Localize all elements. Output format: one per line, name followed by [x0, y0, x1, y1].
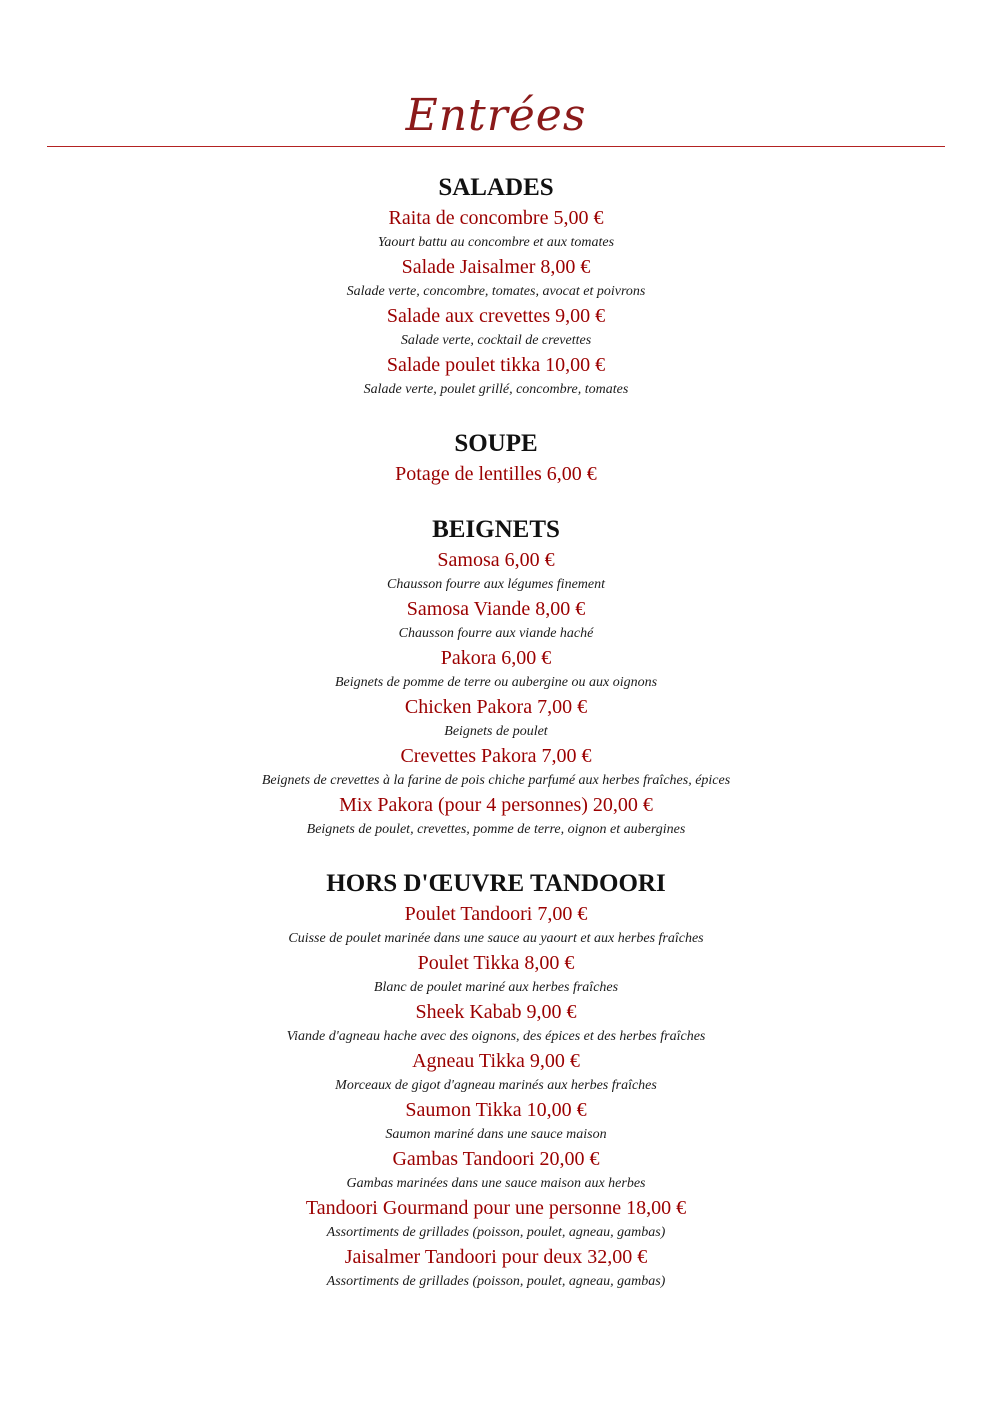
- item-name: Poulet Tikka 8,00 €: [417, 952, 575, 974]
- menu-item: [0, 645, 992, 694]
- item-description: Gambas marinées dans une sauce maison aux herbes: [346, 1176, 646, 1191]
- item-description: Yaourt battu au concombre et aux tomates: [377, 235, 615, 250]
- item-name: Saumon Tikka 10,00 €: [405, 1099, 587, 1121]
- menu-item: [0, 352, 992, 401]
- section-soupe: [0, 427, 992, 487]
- item-name: Poulet Tandoori 7,00 €: [404, 903, 588, 925]
- menu-item: [0, 1146, 992, 1195]
- item-description: Salade verte, concombre, tomates, avocat et poivrons: [346, 284, 646, 299]
- section-title: HORS D'ŒUVRE TANDOORI: [326, 870, 666, 897]
- item-name: Potage de lentilles 6,00 €: [395, 463, 597, 485]
- item-description: Cuisse de poulet marinée dans une sauce au yaourt et aux herbes fraîches: [288, 931, 704, 946]
- item-name: Mix Pakora (pour 4 personnes) 20,00 €: [339, 794, 653, 816]
- item-name: Gambas Tandoori 20,00 €: [392, 1148, 600, 1170]
- menu-item: [0, 547, 992, 596]
- item-description: Assortiments de grillades (poisson, poulet, agneau, gambas): [326, 1274, 666, 1289]
- section-title: BEIGNETS: [432, 516, 560, 543]
- item-description: Beignets de poulet, crevettes, pomme de terre, oignon et aubergines: [306, 822, 686, 837]
- item-name: Salade Jaisalmer 8,00 €: [401, 256, 591, 278]
- menu-item: [0, 254, 992, 303]
- section-beignets: [0, 513, 992, 841]
- item-description: Viande d'agneau hache avec des oignons, des épices et des herbes fraîches: [286, 1029, 706, 1044]
- item-name: Salade aux crevettes 9,00 €: [386, 305, 606, 327]
- menu-item: [0, 901, 992, 950]
- menu-content: [0, 171, 992, 1306]
- item-description: Saumon mariné dans une sauce maison: [385, 1127, 607, 1142]
- item-name: Jaisalmer Tandoori pour deux 32,00 €: [344, 1246, 648, 1268]
- item-description: Beignets de pomme de terre ou aubergine ou aux oignons: [334, 675, 658, 690]
- item-name: Sheek Kabab 9,00 €: [415, 1001, 577, 1023]
- item-description: Morceaux de gigot d'agneau marinés aux herbes fraîches: [335, 1078, 657, 1093]
- menu-item: [0, 950, 992, 999]
- item-name: Crevettes Pakora 7,00 €: [400, 745, 592, 767]
- item-name: Tandoori Gourmand pour une personne 18,00 €: [305, 1197, 687, 1219]
- item-description: Beignets de poulet: [444, 724, 548, 739]
- item-name: Salade poulet tikka 10,00 €: [386, 354, 606, 376]
- section-title: SOUPE: [454, 430, 538, 457]
- item-name: Pakora 6,00 €: [440, 647, 552, 669]
- section-tandoori: [0, 867, 992, 1293]
- title-divider: [47, 146, 945, 147]
- item-description: Chausson fourre aux légumes finement: [386, 577, 605, 592]
- item-description: Chausson fourre aux viande haché: [398, 626, 594, 641]
- item-name: Agneau Tikka 9,00 €: [412, 1050, 580, 1072]
- menu-item: [0, 303, 992, 352]
- section-title: SALADES: [438, 174, 554, 201]
- menu-item: [0, 1195, 992, 1244]
- item-name: Samosa 6,00 €: [437, 549, 555, 571]
- item-description: Beignets de crevettes à la farine de pois chiche parfumé aux herbes fraîches, épices: [261, 773, 731, 788]
- item-description: Blanc de poulet mariné aux herbes fraîches: [373, 980, 619, 995]
- page-title: Entrées: [405, 90, 587, 141]
- section-spacer: [0, 500, 992, 513]
- section-spacer: [0, 414, 992, 427]
- item-name: Samosa Viande 8,00 €: [406, 598, 586, 620]
- menu-item: [0, 694, 992, 743]
- menu-item: [0, 461, 992, 487]
- item-name: Raita de concombre 5,00 €: [388, 207, 604, 229]
- menu-item: [0, 999, 992, 1048]
- item-description: Salade verte, poulet grillé, concombre, tomates: [363, 382, 629, 397]
- item-description: Assortiments de grillades (poisson, poulet, agneau, gambas): [326, 1225, 666, 1240]
- menu-item: [0, 1048, 992, 1097]
- item-name: Chicken Pakora 7,00 €: [404, 696, 588, 718]
- menu-item: [0, 743, 992, 792]
- menu-item: [0, 792, 992, 841]
- item-description: Salade verte, cocktail de crevettes: [400, 333, 592, 348]
- menu-item: [0, 596, 992, 645]
- menu-item: [0, 1244, 992, 1293]
- menu-item: [0, 205, 992, 254]
- menu-item: [0, 1097, 992, 1146]
- section-salades: [0, 171, 992, 401]
- section-spacer: [0, 854, 992, 867]
